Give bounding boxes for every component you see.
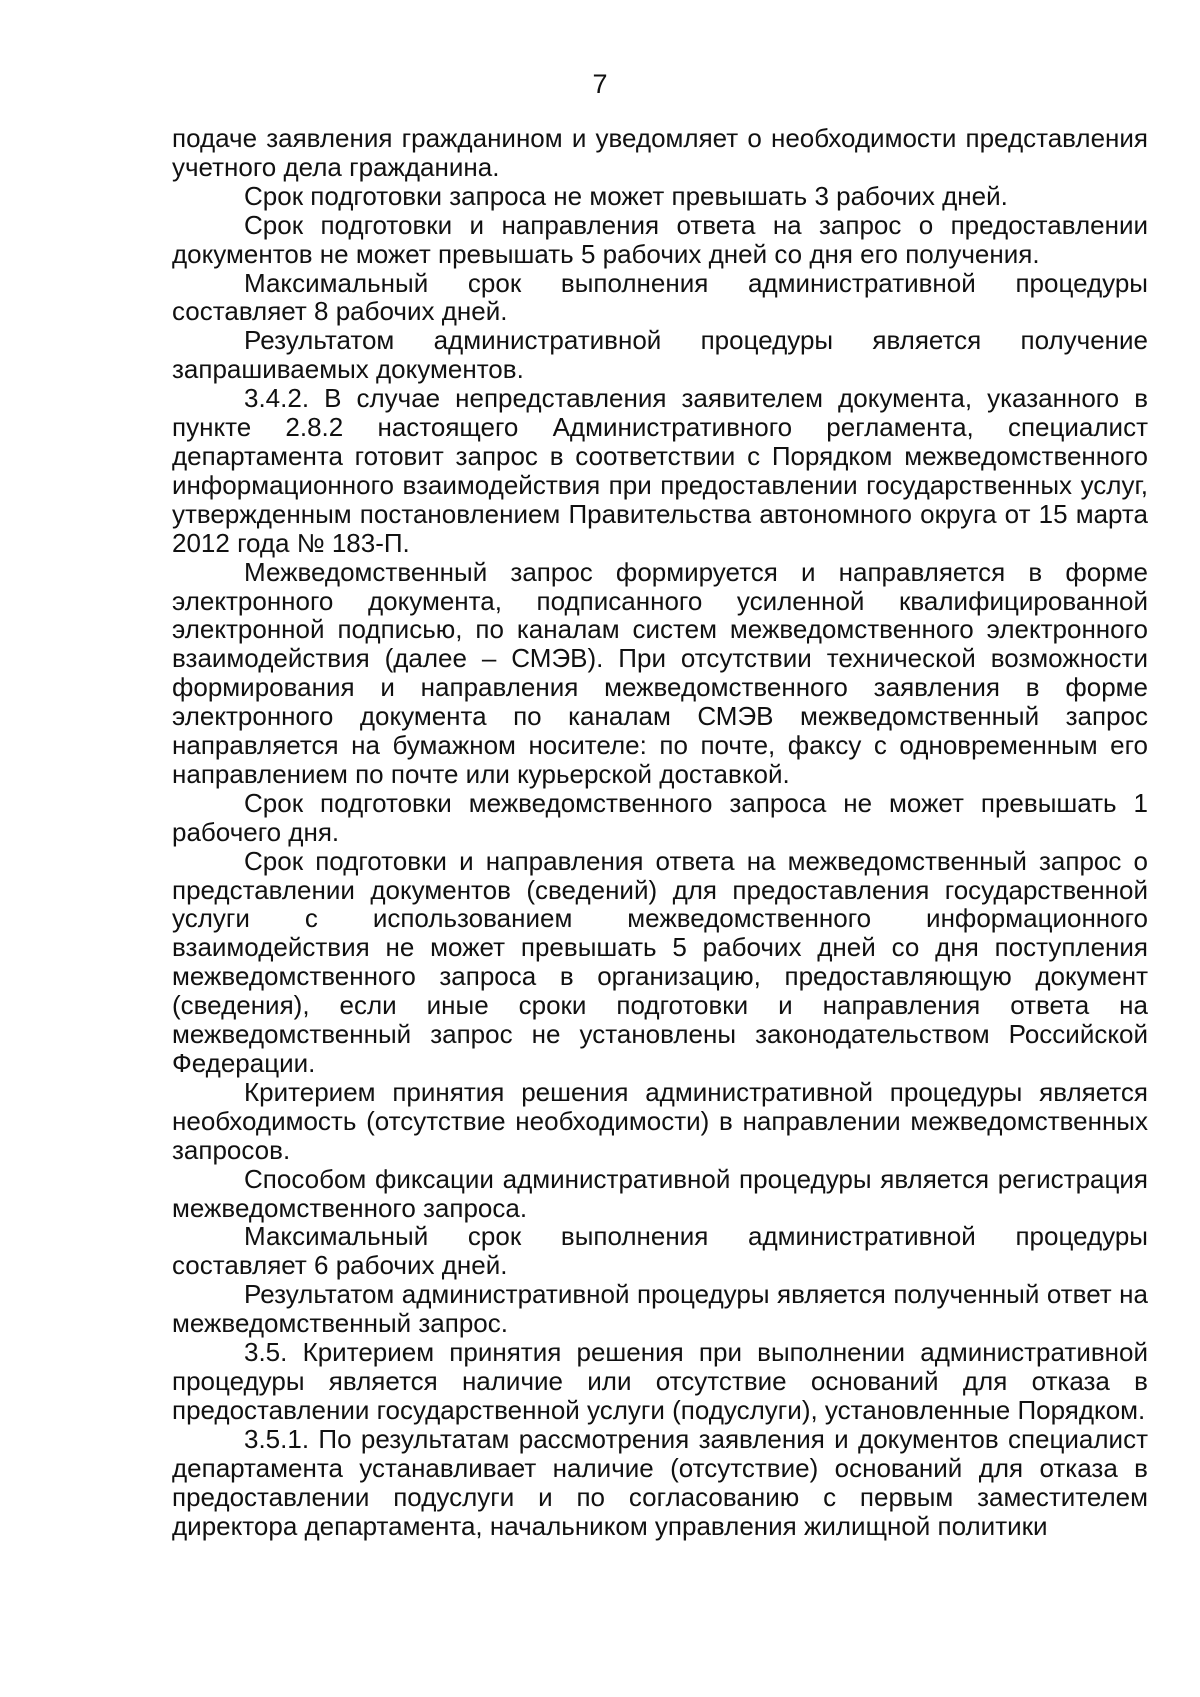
paragraph: Критерием принятия решения административной процедуры является необходимость (отсутствие необходимости) в направлении межведомственных запросов. [172, 1076, 1148, 1165]
paragraph: 3.4.2. В случае непредставления заявителем документа, указанного в пункте 2.8.2 настоящего Административного регламента, специалист департамента готовит запрос в соответствии с Порядком межведомственного информационного взаимодействия при предоставлении государственных услуг, утвержденным постановлением Правительства автономного округа от 15 марта 2012 года № 183-П. [172, 383, 1148, 558]
page-number: 7 [592, 69, 608, 99]
paragraph: подаче заявления гражданином и уведомляет о необходимости представления учетного дела гражданина. [172, 123, 1148, 182]
paragraph: Срок подготовки межведомственного запроса не может превышать 1 рабочего дня. [172, 787, 1148, 847]
paragraph: Максимальный срок выполнения административной процедуры составляет 8 рабочих дней. [172, 267, 1148, 327]
paragraph: Результатом административной процедуры является получение запрашиваемых документов. [172, 325, 1148, 385]
document-body [172, 124, 1148, 1540]
paragraph: Срок подготовки и направления ответа на межведомственный запрос о представлении документов (сведений) для предоставления государственной услуги с использованием межведомственного информационного взаимодействия не может превышать 5 рабочих дней со дня поступления межведомственного запроса в организацию, предоставляющую документ (сведения), если иные сроки подготовки и направления ответа на межведомственный запрос не установлены законодательством Российской Федерации. [172, 845, 1148, 1078]
paragraph: Максимальный срок выполнения административной процедуры составляет 6 рабочих дней. [172, 1221, 1148, 1281]
paragraph: Срок подготовки и направления ответа на запрос о предоставлении документов не может превышать 5 рабочих дней со дня его получения. [172, 209, 1148, 269]
paragraph: Способом фиксации административной процедуры является регистрация межведомственного запроса. [172, 1163, 1148, 1223]
paragraph: Срок подготовки запроса не может превышать 3 рабочих дней. [244, 180, 1008, 211]
paragraph: 3.5. Критерием принятия решения при выполнении административной процедуры является наличие или отсутствие оснований для отказа в предоставлении государственной услуги (подуслуги), установленные Порядком. [172, 1337, 1148, 1425]
paragraph: 3.5.1. По результатам рассмотрения заявления и документов специалист департамента устанавливает наличие (отсутствие) оснований для отказа в предоставлении подуслуги и по согласованию с первым заместителем директора департамента, начальником управления жилищной политики [172, 1423, 1148, 1541]
paragraph: Межведомственный запрос формируется и направляется в форме электронного документа, подписанного усиленной квалифицированной электронной подписью, по каналам систем межведомственного электронного взаимодействия (далее – СМЭВ). При отсутствии технической возможности формирования и направления межведомственного заявления в форме электронного документа по каналам СМЭВ межведомственный запрос направляется на бумажном носителе: по почте, факсу с одновременным его направлением по почте или курьерской доставкой. [172, 556, 1148, 789]
paragraph: Результатом административной процедуры является полученный ответ на межведомственный запрос. [172, 1279, 1148, 1339]
